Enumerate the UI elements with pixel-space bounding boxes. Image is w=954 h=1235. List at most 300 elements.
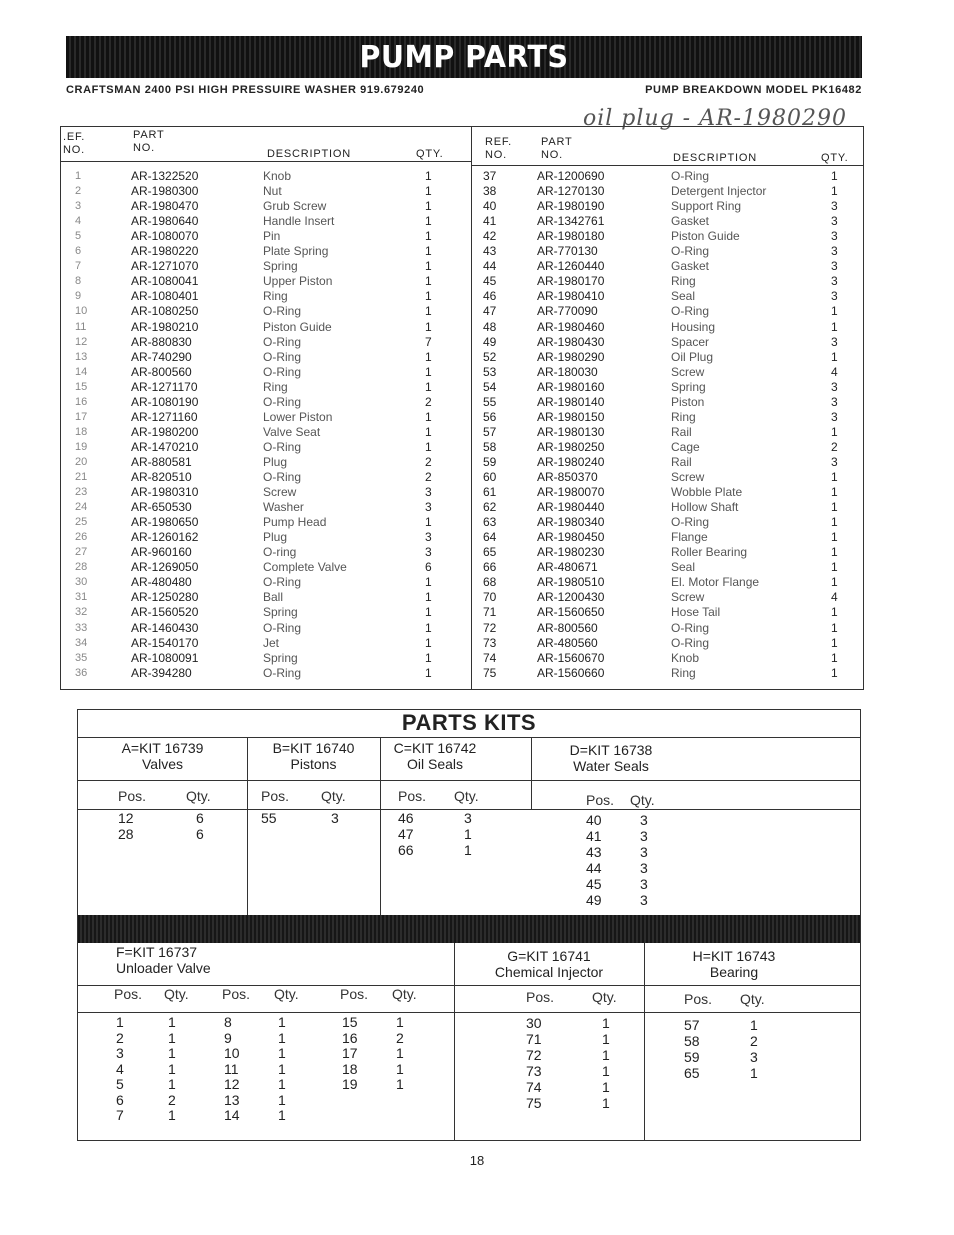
kit-f-col1-qty-header: Qty. — [274, 986, 299, 1002]
part-description: O-Ring — [671, 515, 710, 530]
part-ref: 64 — [483, 530, 497, 545]
kit-qty-value: 1 — [750, 1065, 758, 1081]
part-number: AR-1980230 — [537, 545, 605, 560]
part-ref: 9 — [75, 290, 82, 303]
part-number: AR-1980290 — [537, 349, 605, 364]
kit-qty-value: 1 — [750, 1017, 758, 1033]
part-qty: 1 — [425, 515, 432, 530]
kit-qty-value: 6 — [196, 826, 204, 842]
kit-f-label: F=KIT 16737 Unloader Valve — [116, 944, 211, 976]
part-ref: 15 — [75, 380, 88, 393]
part-number: AR-740290 — [131, 349, 192, 364]
part-ref: 61 — [483, 485, 497, 500]
model-subtitle: CRAFTSMAN 2400 PSI HIGH PRESSUIRE WASHER 919.679240 — [66, 84, 425, 96]
part-qty: 1 — [831, 515, 838, 530]
kit-pos-value: 7 — [116, 1107, 124, 1123]
part-qty: 1 — [831, 530, 838, 545]
part-description: Hose Tail — [671, 605, 721, 620]
part-description: Ball — [263, 590, 284, 605]
part-ref: 45 — [483, 274, 497, 289]
kit-pos-value: 57 — [684, 1017, 700, 1033]
header-part-right: PART NO. — [541, 136, 573, 161]
part-qty: 1 — [425, 199, 432, 214]
part-description: Support Ring — [671, 199, 742, 214]
page-title: PUMP PARTS — [359, 40, 569, 75]
part-number: AR-1980210 — [131, 319, 199, 334]
kit-qty-value: 1 — [278, 1014, 286, 1030]
part-description: Ring — [671, 409, 696, 424]
part-qty: 2 — [425, 454, 432, 469]
part-description: Detergent Injector — [671, 184, 767, 199]
kit-qty-value: 1 — [168, 1076, 176, 1092]
kit-d-qty-header: Qty. — [630, 792, 655, 808]
part-description: Ring — [263, 379, 288, 394]
kit-pos-value: 47 — [398, 826, 414, 842]
part-description: Lower Piston — [263, 409, 333, 424]
part-description: Spring — [671, 379, 706, 394]
kit-f-col0-qty-header: Qty. — [164, 986, 189, 1002]
part-ref: 4 — [75, 215, 82, 228]
part-number: AR-480480 — [131, 575, 192, 590]
header-desc-left: DESCRIPTION — [267, 148, 351, 160]
part-qty: 1 — [831, 620, 838, 635]
part-ref: 43 — [483, 244, 497, 259]
part-ref: 48 — [483, 319, 497, 334]
kit-pos-value: 16 — [342, 1029, 358, 1046]
kit-f-col1-pos-header: Pos. — [222, 986, 251, 1002]
page-number: 18 — [469, 1153, 485, 1168]
part-description: Grub Screw — [263, 199, 327, 214]
part-ref: 2 — [75, 185, 82, 198]
kit-g-label: G=KIT 16741 Chemical Injector — [494, 948, 604, 980]
part-qty: 3 — [831, 229, 838, 244]
part-description: Handle Insert — [263, 214, 335, 229]
part-description: O-Ring — [671, 304, 710, 319]
part-description: Plug — [263, 530, 288, 545]
header-part-left: PART NO. — [133, 129, 165, 154]
part-number: AR-1980070 — [537, 485, 605, 500]
kit-pos-value: 28 — [118, 826, 134, 842]
part-number: AR-1980410 — [537, 289, 605, 304]
part-description: Screw — [671, 364, 705, 379]
kit-pos-value: 12 — [118, 810, 134, 826]
part-description: Washer — [263, 500, 304, 515]
part-number: AR-1080091 — [131, 650, 199, 665]
kit-a-label: A=KIT 16739 Valves — [121, 740, 204, 772]
kits-title: PARTS KITS — [401, 710, 537, 735]
part-number: AR-1980510 — [537, 575, 605, 590]
part-ref: 35 — [75, 651, 88, 664]
part-qty: 1 — [831, 605, 838, 620]
kit-qty-value: 3 — [640, 892, 648, 908]
part-description: O-Ring — [263, 304, 302, 319]
kit-qty-value: 2 — [168, 1091, 176, 1108]
part-qty: 1 — [831, 545, 838, 560]
part-ref: 3 — [75, 200, 82, 213]
part-number: AR-1980300 — [131, 184, 199, 199]
part-ref: 32 — [75, 606, 88, 619]
kit-pos-value: 30 — [526, 1015, 542, 1031]
kit-pos-value: 44 — [586, 860, 602, 876]
part-number: AR-1080041 — [131, 274, 199, 289]
kit-d-label: D=KIT 16738 Water Seals — [569, 742, 653, 774]
part-ref: 59 — [483, 454, 497, 469]
part-ref: 46 — [483, 289, 497, 304]
kit-qty-value: 3 — [640, 860, 648, 876]
kit-qty-value: 1 — [278, 1060, 286, 1077]
part-ref: 38 — [483, 184, 497, 199]
part-ref: 66 — [483, 560, 497, 575]
part-description: Nut — [263, 184, 282, 199]
kit-pos-value: 17 — [342, 1045, 358, 1061]
part-number: AR-1080190 — [131, 394, 199, 409]
kit-qty-value: 1 — [396, 1060, 404, 1077]
kit-pos-value: 15 — [342, 1014, 358, 1030]
part-number: AR-1980250 — [537, 439, 605, 454]
kit-pos-value: 40 — [586, 812, 602, 828]
part-ref: 65 — [483, 545, 497, 560]
part-qty: 1 — [425, 259, 432, 274]
part-number: AR-1980200 — [131, 424, 199, 439]
kit-qty-value: 1 — [168, 1029, 176, 1046]
part-description: Valve Seat — [263, 424, 321, 439]
part-description: Seal — [671, 289, 696, 304]
parts-table — [60, 126, 864, 690]
part-number: AR-180030 — [537, 364, 598, 379]
kit-pos-value: 19 — [342, 1076, 358, 1092]
part-number: AR-1980450 — [537, 530, 605, 545]
part-qty: 1 — [425, 635, 432, 650]
part-ref: 31 — [75, 591, 88, 604]
part-ref: 24 — [75, 501, 88, 514]
part-qty: 3 — [831, 199, 838, 214]
part-qty: 1 — [831, 349, 838, 364]
part-qty: 1 — [425, 214, 432, 229]
breakdown-subtitle: PUMP BREAKDOWN MODEL PK16482 — [645, 84, 862, 96]
part-qty: 1 — [425, 304, 432, 319]
part-qty: 3 — [831, 379, 838, 394]
kit-qty-value: 1 — [602, 1047, 610, 1063]
kit-qty-value: 3 — [750, 1049, 758, 1065]
part-description: Piston Guide — [671, 229, 740, 244]
part-qty: 6 — [425, 560, 432, 575]
part-qty: 1 — [831, 635, 838, 650]
part-qty: 1 — [425, 650, 432, 665]
part-qty: 3 — [831, 454, 838, 469]
part-description: O-Ring — [671, 169, 710, 183]
kit-qty-value: 1 — [278, 1107, 286, 1123]
part-ref: 73 — [483, 635, 497, 650]
part-number: AR-770130 — [537, 244, 598, 259]
kit-pos-value: 2 — [116, 1029, 124, 1046]
part-description: Spring — [263, 259, 298, 274]
part-ref: 16 — [75, 395, 88, 408]
part-qty: 1 — [831, 169, 838, 183]
kit-pos-value: 49 — [586, 892, 602, 908]
part-number: AR-1260440 — [537, 259, 605, 274]
part-qty: 1 — [425, 244, 432, 259]
part-description: Upper Piston — [263, 274, 333, 289]
part-ref: 26 — [75, 531, 88, 544]
kit-pos-value: 10 — [224, 1045, 240, 1061]
kit-b-label: B=KIT 16740 Pistons — [272, 740, 355, 772]
part-description: O-Ring — [671, 635, 710, 650]
part-number: AR-1980220 — [131, 244, 199, 259]
part-number: AR-800560 — [537, 620, 598, 635]
part-number: AR-1322520 — [131, 169, 199, 183]
kit-qty-value: 1 — [396, 1076, 404, 1092]
part-description: O-Ring — [263, 394, 302, 409]
kit-qty-value: 1 — [602, 1063, 610, 1079]
kit-pos-value: 45 — [586, 876, 602, 892]
part-number: AR-1470210 — [131, 439, 199, 454]
part-ref: 72 — [483, 620, 497, 635]
kit-pos-value: 11 — [224, 1060, 239, 1077]
part-description: O-Ring — [671, 244, 710, 259]
part-ref: 7 — [75, 260, 82, 273]
kit-qty-value: 3 — [640, 876, 648, 892]
part-description: Knob — [671, 650, 700, 665]
part-ref: 33 — [75, 621, 88, 634]
kit-qty-value: 1 — [168, 1060, 176, 1077]
kit-qty-value: 1 — [464, 842, 472, 858]
part-number: AR-800560 — [131, 364, 192, 379]
part-number: AR-1980650 — [131, 515, 199, 530]
part-number: AR-1200690 — [537, 169, 605, 183]
part-qty: 3 — [425, 530, 432, 545]
part-description: Screw — [671, 470, 705, 484]
part-description: Spring — [263, 605, 298, 620]
part-number: AR-1980440 — [537, 500, 605, 515]
header-qty-right: QTY. — [821, 152, 849, 164]
column-divider — [471, 127, 472, 689]
kit-qty-value: 1 — [602, 1031, 610, 1047]
part-description: Ring — [671, 665, 696, 680]
part-description: Knob — [263, 169, 292, 183]
part-description: Ring — [263, 289, 288, 304]
part-description: Piston — [671, 394, 705, 409]
part-ref: 27 — [75, 546, 88, 559]
kit-f-col0-pos-header: Pos. — [114, 986, 143, 1002]
part-ref: 44 — [483, 259, 497, 274]
part-number: AR-1980180 — [537, 229, 605, 244]
kit-qty-value: 1 — [396, 1014, 404, 1030]
part-qty: 4 — [831, 364, 838, 379]
kit-qty-value: 1 — [278, 1076, 286, 1092]
part-qty: 1 — [831, 304, 838, 319]
kit-qty-value: 2 — [750, 1033, 758, 1049]
part-number: AR-1980430 — [537, 334, 605, 349]
part-ref: 42 — [483, 229, 497, 244]
part-qty: 3 — [425, 485, 432, 500]
kit-c-pos-header: Pos. — [398, 788, 427, 804]
part-ref: 71 — [483, 605, 497, 620]
kit-qty-value: 1 — [168, 1014, 176, 1030]
part-description: Pump Head — [263, 515, 327, 530]
kit-pos-value: 46 — [398, 810, 414, 826]
part-ref: 68 — [483, 575, 497, 590]
kit-g-pos-header: Pos. — [526, 989, 555, 1005]
part-ref: 60 — [483, 470, 497, 484]
part-ref: 11 — [75, 320, 87, 333]
kit-pos-value: 66 — [398, 842, 414, 858]
part-qty: 3 — [831, 394, 838, 409]
part-ref: 18 — [75, 425, 88, 438]
part-description: O-Ring — [263, 470, 302, 484]
kit-pos-value: 14 — [224, 1107, 240, 1123]
part-number: AR-394280 — [131, 665, 192, 680]
part-ref: 25 — [75, 516, 88, 529]
kit-pos-value: 8 — [224, 1014, 232, 1030]
part-qty: 1 — [831, 500, 838, 515]
divider — [78, 780, 860, 781]
kit-b-qty-header: Qty. — [321, 788, 346, 804]
part-description: Screw — [263, 485, 297, 500]
part-description: Complete Valve — [263, 560, 347, 575]
part-description: Plug — [263, 454, 288, 469]
part-qty: 1 — [425, 590, 432, 605]
part-description: O-Ring — [263, 575, 302, 590]
parts-kits-panel — [77, 709, 861, 1141]
part-qty: 1 — [425, 665, 432, 680]
part-ref: 54 — [483, 379, 497, 394]
part-description: Roller Bearing — [671, 545, 748, 560]
part-ref: 52 — [483, 349, 497, 364]
kit-pos-value: 1 — [116, 1014, 124, 1030]
part-qty: 1 — [831, 424, 838, 439]
part-ref: 6 — [75, 245, 82, 258]
part-ref: 55 — [483, 394, 497, 409]
part-number: AR-1980240 — [537, 454, 605, 469]
part-qty: 1 — [831, 560, 838, 575]
part-qty: 1 — [831, 485, 838, 500]
part-qty: 1 — [425, 424, 432, 439]
part-ref: 57 — [483, 424, 497, 439]
part-description: Piston Guide — [263, 319, 332, 334]
part-qty: 2 — [425, 470, 432, 484]
part-number: AR-1270130 — [537, 184, 605, 199]
part-qty: 1 — [831, 184, 838, 199]
part-description: O-Ring — [263, 334, 302, 349]
kit-pos-value: 71 — [526, 1031, 542, 1047]
kit-pos-value: 4 — [116, 1060, 124, 1077]
kit-pos-value: 13 — [224, 1091, 240, 1108]
kit-pos-value: 73 — [526, 1063, 542, 1079]
kit-f-col2-qty-header: Qty. — [392, 986, 417, 1002]
part-qty: 3 — [831, 289, 838, 304]
part-qty: 1 — [425, 349, 432, 364]
kit-qty-value: 1 — [396, 1045, 404, 1061]
kit-qty-value: 1 — [168, 1045, 176, 1061]
title-banner — [66, 36, 862, 78]
part-ref: 41 — [483, 214, 497, 229]
header-qty-left: QTY. — [416, 148, 444, 160]
kit-pos-value: 41 — [586, 828, 602, 844]
part-qty: 1 — [831, 319, 838, 334]
part-number: AR-1980470 — [131, 199, 199, 214]
part-ref: 70 — [483, 590, 497, 605]
part-qty: 1 — [831, 470, 838, 484]
part-qty: 3 — [831, 274, 838, 289]
part-description: Cage — [671, 439, 700, 454]
part-qty: 1 — [831, 665, 838, 680]
part-number: AR-1980190 — [537, 199, 605, 214]
part-number: AR-1980130 — [537, 424, 605, 439]
part-ref: 8 — [75, 275, 82, 288]
part-number: AR-1980170 — [537, 274, 605, 289]
part-qty: 1 — [425, 184, 432, 199]
kit-qty-value: 1 — [278, 1029, 286, 1046]
kit-pos-value: 65 — [684, 1065, 700, 1081]
kit-qty-value: 1 — [464, 826, 472, 842]
section-band — [78, 915, 860, 943]
part-description: O-Ring — [263, 665, 302, 680]
part-description: Spacer — [671, 334, 710, 349]
part-description: Housing — [671, 319, 716, 334]
part-ref: 14 — [75, 365, 88, 378]
part-qty: 1 — [425, 289, 432, 304]
part-qty: 1 — [425, 319, 432, 334]
part-qty: 1 — [425, 274, 432, 289]
part-description: Hollow Shaft — [671, 500, 739, 515]
kit-pos-value: 72 — [526, 1047, 542, 1063]
kit-d-pos-header: Pos. — [586, 792, 615, 808]
part-number: AR-880830 — [131, 334, 192, 349]
part-description: Screw — [671, 590, 705, 605]
kit-h-qty-header: Qty. — [740, 991, 765, 1007]
kit-pos-value: 18 — [342, 1060, 358, 1077]
part-ref: 10 — [75, 305, 88, 318]
part-number: AR-1080070 — [131, 229, 199, 244]
part-description: O-ring — [263, 545, 297, 560]
part-qty: 1 — [425, 605, 432, 620]
part-ref: 1 — [75, 170, 82, 182]
part-qty: 3 — [831, 259, 838, 274]
part-ref: 56 — [483, 409, 497, 424]
part-number: AR-1980150 — [537, 409, 605, 424]
kit-qty-value: 3 — [640, 828, 648, 844]
kit-h-pos-header: Pos. — [684, 991, 713, 1007]
kit-qty-value: 1 — [278, 1045, 286, 1061]
part-ref: 34 — [75, 636, 88, 649]
part-number: AR-1560670 — [537, 650, 605, 665]
part-description: Flange — [671, 530, 708, 545]
part-qty: 3 — [425, 500, 432, 515]
part-qty: 1 — [425, 575, 432, 590]
kit-pos-value: 12 — [224, 1076, 240, 1092]
part-qty: 1 — [425, 439, 432, 454]
part-qty: 1 — [425, 409, 432, 424]
part-qty: 4 — [831, 590, 838, 605]
header-ref-right: REF. NO. — [485, 136, 513, 161]
part-number: AR-960160 — [131, 545, 192, 560]
part-qty: 1 — [831, 650, 838, 665]
part-ref: 36 — [75, 666, 88, 679]
part-description: Gasket — [671, 259, 710, 274]
kit-c-label: C=KIT 16742 Oil Seals — [393, 740, 477, 772]
part-number: AR-1271170 — [131, 379, 198, 394]
kit-pos-value: 5 — [116, 1076, 124, 1092]
part-ref: 5 — [75, 230, 82, 243]
kit-c-qty-header: Qty. — [454, 788, 479, 804]
kit-qty-value: 1 — [278, 1091, 286, 1108]
part-number: AR-1460430 — [131, 620, 199, 635]
part-number: AR-1980340 — [537, 515, 605, 530]
part-number: AR-1980310 — [131, 485, 199, 500]
part-number: AR-880581 — [131, 454, 192, 469]
kit-a-pos-header: Pos. — [118, 788, 147, 804]
kit-h-label: H=KIT 16743 Bearing — [692, 948, 776, 980]
